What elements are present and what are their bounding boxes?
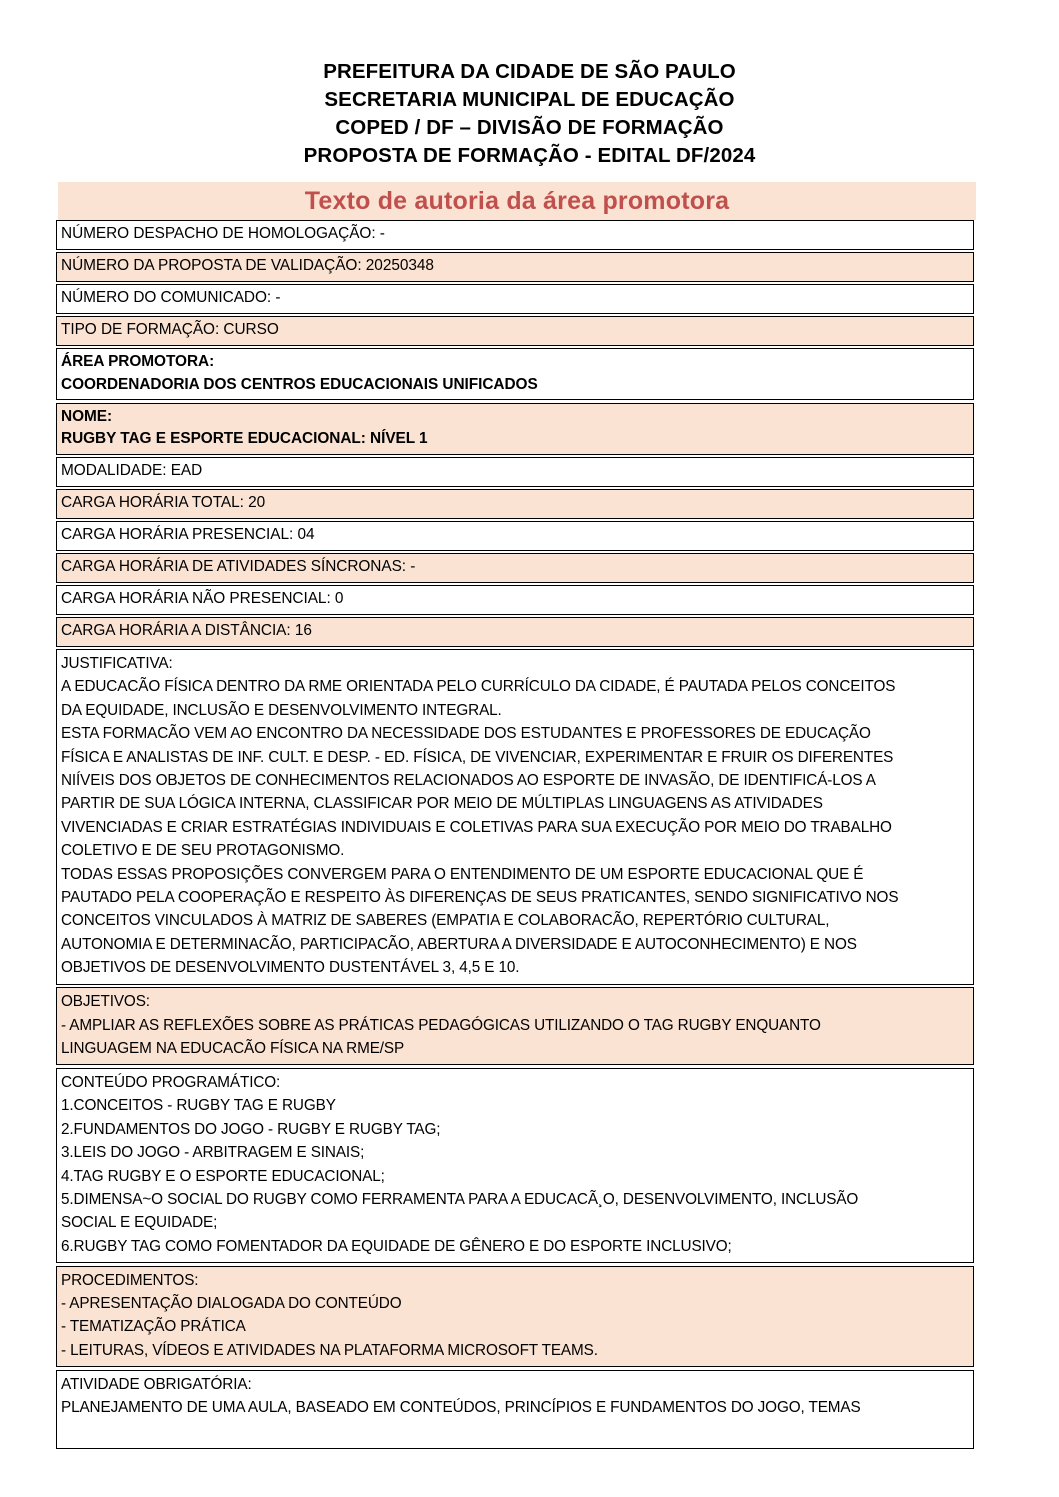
form-row-area-promotora-line: COORDENADORIA DOS CENTROS EDUCACIONAIS UNIFICADOS [61, 375, 538, 393]
form-row-nome-line: RUGBY TAG E ESPORTE EDUCACIONAL: NÍVEL 1 [61, 430, 428, 447]
form-row-nome [56, 403, 974, 455]
form-row-justificativa-line: PARTIR DE SUA LÓGICA INTERNA, CLASSIFICAR POR MEIO DE MÚLTIPLAS LINGUAGENS AS ATIVIDADES [61, 795, 823, 813]
form-row-conteudo-programatico-line: 5.DIMENSA~O SOCIAL DO RUGBY COMO FERRAMENTA PARA A EDUCACÃ¸O, DESENVOLVIMENTO, INCLUSÃO [61, 1190, 859, 1208]
form-row-conteudo-programatico-line: CONTEÚDO PROGRAMÁTICO: [61, 1073, 281, 1091]
form-row-justificativa-line: OBJETIVOS DE DESENVOLVIMENTO DUSTENTÁVEL 3, 4,5 E 10. [61, 959, 520, 977]
form-row-justificativa-line: JUSTIFICATIVA: [61, 655, 173, 672]
form-row-tipo-de-formacao-line: TIPO DE FORMAÇÃO: CURSO [61, 321, 279, 338]
form-row-numero-despacho-homologacao [56, 220, 974, 250]
form-row-numero-proposta-validacao-line: NÚMERO DA PROPOSTA DE VALIDAÇÃO: 20250348 [61, 257, 434, 274]
form-row-area-promotora-line: ÁREA PROMOTORA: [61, 353, 215, 370]
form-row-justificativa-line: FÍSICA E ANALISTAS DE INF. CULT. E DESP. - ED. FÍSICA, DE VIVENCIAR, EXPERIMENTAR E FRUIR OS DIFERENTES [61, 748, 894, 766]
form-row-carga-horaria-presencial-line: CARGA HORÁRIA PRESENCIAL: 04 [61, 526, 315, 543]
form-row-carga-horaria-nao-presencial [56, 585, 974, 615]
form-row-modalidade [56, 457, 974, 487]
form-row-carga-horaria-total-line: CARGA HORÁRIA TOTAL: 20 [61, 494, 266, 511]
header-line-1: PREFEITURA DA CIDADE DE SÃO PAULO [323, 60, 736, 83]
form-row-conteudo-programatico-line: 1.CONCEITOS - RUGBY TAG E RUGBY [61, 1097, 336, 1115]
form-row-carga-horaria-presencial [56, 521, 974, 551]
form-row-justificativa-line: AUTONOMIA E DETERMINACÃO, PARTICIPACÃO, ABERTURA A DIVERSIDADE E AUTOCONHECIMENTO) E NOS [61, 935, 857, 953]
form-row-carga-horaria-atividades-sincronas-line: CARGA HORÁRIA DE ATIVIDADES SÍNCRONAS: - [61, 558, 416, 575]
form-row-numero-despacho-homologacao-line: NÚMERO DESPACHO DE HOMOLOGAÇÃO: - [61, 225, 385, 242]
form-row-justificativa-line: NIÍVEIS DOS OBJETOS DE CONHECIMENTOS RELACIONADOS AO ESPORTE DE INVASÃO, DE IDENTIFICÁ-LOS A [61, 772, 876, 790]
form-row-justificativa-line: VIVENCIADAS E CRIAR ESTRATÉGIAS INDIVIDUAIS E COLETIVAS PARA SUA EXECUÇÃO POR MEIO DO TRABALHO [61, 818, 892, 836]
form-row-justificativa [56, 649, 974, 985]
form-row-objetivos-line: - AMPLIAR AS REFLEXÕES SOBRE AS PRÁTICAS PEDAGÓGICAS UTILIZANDO O TAG RUGBY ENQUANTO [61, 1016, 821, 1034]
section-title-text: Texto de autoria da área promotora [304, 187, 730, 215]
form-row-conteudo-programatico-line: 4.TAG RUGBY E O ESPORTE EDUCACIONAL; [61, 1167, 385, 1185]
form-row-conteudo-programatico-line: 6.RUGBY TAG COMO FOMENTADOR DA EQUIDADE DE GÊNERO E DO ESPORTE INCLUSIVO; [61, 1237, 732, 1255]
form-row-numero-comunicado-line: NÚMERO DO COMUNICADO: - [61, 289, 281, 306]
form-row-carga-horaria-total [56, 489, 974, 519]
form-row-carga-horaria-a-distancia [56, 617, 974, 647]
form-row-modalidade-line: MODALIDADE: EAD [61, 462, 203, 479]
form-row-conteudo-programatico [56, 1068, 974, 1263]
form-row-justificativa-line: DA EQUIDADE, INCLUSÃO E DESENVOLVIMENTO INTEGRAL. [61, 701, 502, 719]
form-row-justificativa-line: CONCEITOS VINCULADOS À MATRIZ DE SABERES (EMPATIA E COLABORACÃO, REPERTÓRIO CULTURAL, [61, 912, 830, 930]
form-row-justificativa-line: COLETIVO E DE SEU PROTAGONISMO. [61, 842, 345, 860]
form-row-conteudo-programatico-line: SOCIAL E EQUIDADE; [61, 1214, 218, 1232]
form-row-objetivos [56, 987, 974, 1065]
form-row-carga-horaria-a-distancia-line: CARGA HORÁRIA A DISTÂNCIA: 16 [61, 622, 312, 639]
form-row-objetivos-line: OBJETIVOS: [61, 993, 150, 1011]
form-row-justificativa-line: ESTA FORMACÃO VEM AO ENCONTRO DA NECESSIDADE DOS ESTUDANTES E PROFESSORES DE EDUCAÇÃO [61, 725, 871, 743]
form-row-procedimentos-line: PROCEDIMENTOS: [61, 1271, 199, 1289]
header-line-3: COPED / DF – DIVISÃO DE FORMAÇÃO [335, 116, 724, 139]
form-row-tipo-de-formacao [56, 316, 974, 346]
header-line-2: SECRETARIA MUNICIPAL DE EDUCAÇÃO [324, 88, 735, 111]
form-row-carga-horaria-atividades-sincronas [56, 553, 974, 583]
section-title-band [58, 182, 976, 220]
document-header [0, 0, 1059, 170]
form-row-objetivos-line: LINGUAGEM NA EDUCACÃO FÍSICA NA RME/SP [61, 1040, 405, 1057]
form-row-conteudo-programatico-line: 2.FUNDAMENTOS DO JOGO - RUGBY E RUGBY TAG; [61, 1120, 441, 1138]
form-row-conteudo-programatico-line: 3.LEIS DO JOGO - ARBITRAGEM E SINAIS; [61, 1144, 365, 1162]
form-row-carga-horaria-nao-presencial-line: CARGA HORÁRIA NÃO PRESENCIAL: 0 [61, 590, 344, 607]
form-row-justificativa-line: PAUTADO PELA COOPERAÇÃO E RESPEITO ÀS DIFERENÇAS DE SEUS PRATICANTES, SENDO SIGNIFICATIVO NOS [61, 889, 899, 907]
form-row-numero-comunicado [56, 284, 974, 314]
form-row-procedimentos-line: - LEITURAS, VÍDEOS E ATIVIDADES NA PLATAFORMA MICROSOFT TEAMS. [61, 1341, 598, 1359]
form-row-numero-proposta-validacao [56, 252, 974, 282]
form-row-justificativa-line: TODAS ESSAS PROPOSIÇÕES CONVERGEM PARA O ENTENDIMENTO DE UM ESPORTE EDUCACIONAL QUE É [61, 865, 864, 883]
form-row-procedimentos-line: - TEMATIZAÇÃO PRÁTICA [61, 1318, 246, 1336]
form-row-atividade-obrigatoria [56, 1370, 974, 1449]
form-row-procedimentos-line: - APRESENTAÇÃO DIALOGADA DO CONTEÚDO [61, 1295, 402, 1313]
form-row-atividade-obrigatoria-line: PLANEJAMENTO DE UMA AULA, BASEADO EM CONTEÚDOS, PRINCÍPIOS E FUNDAMENTOS DO JOGO, TEMAS [61, 1399, 861, 1417]
form-row-nome-line: NOME: [61, 407, 113, 425]
form-row-atividade-obrigatoria-line: ATIVIDADE OBRIGATÓRIA: [61, 1375, 252, 1393]
form-row-justificativa-line: A EDUCACÃO FÍSICA DENTRO DA RME ORIENTADA PELO CURRÍCULO DA CIDADE, É PAUTADA PELOS CONCEITOS [61, 678, 896, 696]
header-line-4: PROPOSTA DE FORMAÇÃO - EDITAL DF/2024 [303, 144, 756, 167]
proposal-form-table [56, 220, 974, 1451]
form-row-procedimentos [56, 1266, 974, 1368]
form-row-area-promotora [56, 348, 974, 400]
